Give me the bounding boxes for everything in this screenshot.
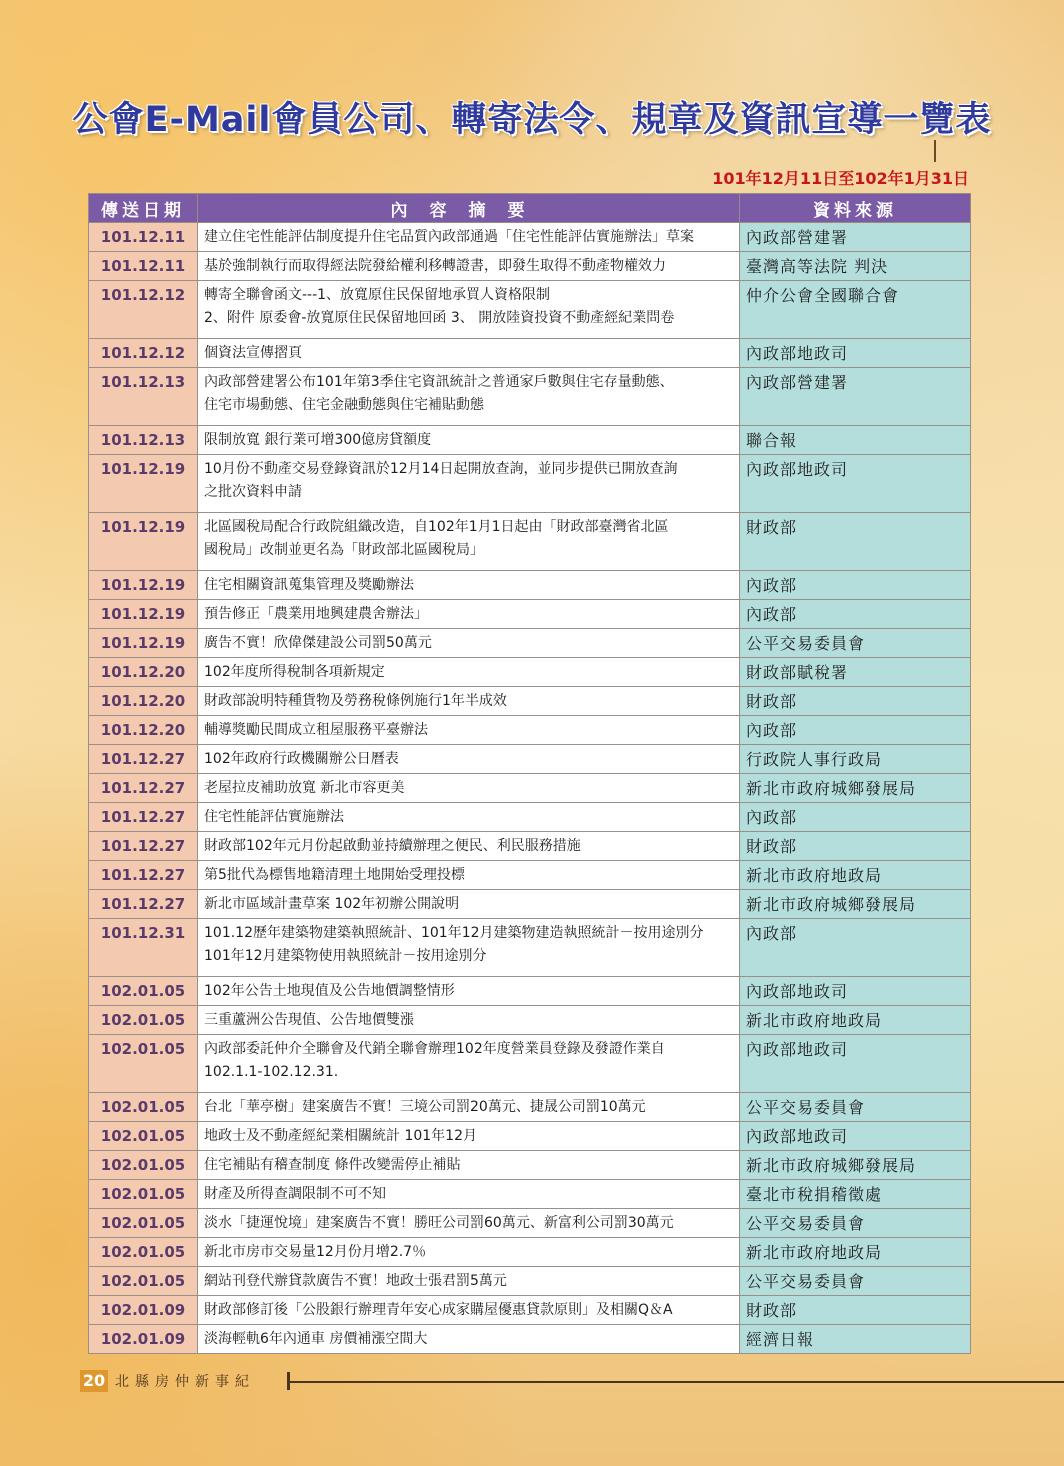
row-source: 仲介公會全國聯合會 [740, 281, 971, 339]
row-date: 102.01.09 [89, 1325, 198, 1354]
row-source: 內政部地政司 [740, 339, 971, 368]
table-row [89, 1296, 971, 1325]
row-summary: 廣告不實！欣偉傑建設公司罰50萬元 [198, 629, 740, 658]
table-row [89, 252, 971, 281]
row-date: 101.12.27 [89, 861, 198, 890]
table-row [89, 1122, 971, 1151]
row-summary: 基於強制執行而取得經法院發給權利移轉證書，即發生取得不動產物權效力 [198, 252, 740, 281]
table-row [89, 1093, 971, 1122]
table-row [89, 832, 971, 861]
row-source: 內政部營建署 [740, 223, 971, 252]
row-date: 101.12.19 [89, 513, 198, 571]
row-summary: 輔導獎勵民間成立租屋服務平臺辦法 [198, 716, 740, 745]
table-row [89, 919, 971, 977]
row-summary: 財政部修訂後「公股銀行辦理青年安心成家購屋優惠貸款原則」及相關Q＆A [198, 1296, 740, 1325]
table-row [89, 513, 971, 571]
table-row [89, 629, 971, 658]
table-row [89, 745, 971, 774]
row-source: 公平交易委員會 [740, 629, 971, 658]
row-summary: 101.12歷年建築物建築執照統計、101年12月建築物建造執照統計－按用途別分 101年12月建築物使用執照統計－按用途別分 [198, 919, 740, 977]
table-row [89, 281, 971, 339]
table-row [89, 890, 971, 919]
table-row [89, 1151, 971, 1180]
table-row [89, 368, 971, 426]
table-row [89, 716, 971, 745]
row-summary: 102年政府行政機關辦公日曆表 [198, 745, 740, 774]
row-date: 102.01.05 [89, 1209, 198, 1238]
row-source: 內政部地政司 [740, 977, 971, 1006]
row-source: 新北市政府城鄉發展局 [740, 1151, 971, 1180]
row-summary: 財產及所得查調限制不可不知 [198, 1180, 740, 1209]
row-source: 臺灣高等法院 判決 [740, 252, 971, 281]
row-date: 102.01.05 [89, 1151, 198, 1180]
row-summary: 10月份不動產交易登錄資訊於12月14日起開放查詢，並同步提供已開放查詢 之批次資料申請 [198, 455, 740, 513]
header-source: 資料來源 [740, 194, 971, 223]
row-date: 101.12.27 [89, 832, 198, 861]
row-source: 臺北市稅捐稽徵處 [740, 1180, 971, 1209]
row-date: 101.12.27 [89, 774, 198, 803]
row-date: 102.01.05 [89, 1180, 198, 1209]
row-date: 101.12.19 [89, 600, 198, 629]
table-row [89, 223, 971, 252]
footer-rule [290, 1381, 1064, 1383]
row-summary: 內政部營建署公布101年第3季住宅資訊統計之普通家戶數與住宅存量動態、 住宅市場動態、住宅金融動態與住宅補貼動態 [198, 368, 740, 426]
table-row [89, 455, 971, 513]
row-source: 內政部地政司 [740, 1122, 971, 1151]
row-date: 101.12.13 [89, 426, 198, 455]
row-date: 101.12.11 [89, 223, 198, 252]
row-summary: 住宅相關資訊蒐集管理及獎勵辦法 [198, 571, 740, 600]
header-summary: 內容摘要 [198, 194, 740, 223]
row-date: 101.12.19 [89, 629, 198, 658]
row-summary: 台北「華亭樹」建案廣告不實！三境公司罰20萬元、捷晟公司罰10萬元 [198, 1093, 740, 1122]
row-date: 101.12.12 [89, 281, 198, 339]
row-summary: 北區國稅局配合行政院組織改造，自102年1月1日起由「財政部臺灣省北區 國稅局」改制並更名為「財政部北區國稅局」 [198, 513, 740, 571]
row-summary: 第5批代為標售地籍清理土地開始受理投標 [198, 861, 740, 890]
row-summary: 新北市區域計畫草案 102年初辦公開說明 [198, 890, 740, 919]
row-summary: 財政部說明特種貨物及勞務稅條例施行1年半成效 [198, 687, 740, 716]
header-date: 傳送日期 [89, 194, 198, 223]
row-source: 內政部地政司 [740, 455, 971, 513]
row-date: 101.12.31 [89, 919, 198, 977]
row-source: 內政部 [740, 600, 971, 629]
table-row [89, 1006, 971, 1035]
row-date: 102.01.05 [89, 1006, 198, 1035]
row-source: 內政部地政司 [740, 1035, 971, 1093]
row-source: 財政部 [740, 1296, 971, 1325]
decorative-divider [934, 140, 936, 162]
row-source: 新北市政府地政局 [740, 861, 971, 890]
row-date: 101.12.12 [89, 339, 198, 368]
row-date: 101.12.20 [89, 687, 198, 716]
row-summary: 淡水「捷運悅境」建案廣告不實！勝旺公司罰60萬元、新富利公司罰30萬元 [198, 1209, 740, 1238]
table-row [89, 1209, 971, 1238]
row-summary: 淡海輕軌6年內通車 房價補漲空間大 [198, 1325, 740, 1354]
row-summary: 個資法宣傳摺頁 [198, 339, 740, 368]
row-date: 102.01.05 [89, 1122, 198, 1151]
table-row [89, 1238, 971, 1267]
table-row [89, 1035, 971, 1093]
row-summary: 新北市房市交易量12月份月增2.7％ [198, 1238, 740, 1267]
table-row [89, 600, 971, 629]
table-row [89, 861, 971, 890]
row-source: 經濟日報 [740, 1325, 971, 1354]
row-summary: 102年度所得稅制各項新規定 [198, 658, 740, 687]
row-source: 內政部 [740, 803, 971, 832]
table-row [89, 658, 971, 687]
row-date: 101.12.20 [89, 658, 198, 687]
table-row [89, 426, 971, 455]
row-date: 101.12.27 [89, 745, 198, 774]
row-source: 行政院人事行政局 [740, 745, 971, 774]
row-source: 財政部 [740, 687, 971, 716]
row-summary: 預告修正「農業用地興建農舍辦法」 [198, 600, 740, 629]
table-row [89, 571, 971, 600]
table-row [89, 339, 971, 368]
table-row [89, 803, 971, 832]
table-row [89, 1180, 971, 1209]
table-row [89, 977, 971, 1006]
row-source: 內政部 [740, 716, 971, 745]
row-source: 內政部 [740, 571, 971, 600]
row-source: 公平交易委員會 [740, 1093, 971, 1122]
row-date: 102.01.05 [89, 1035, 198, 1093]
row-date: 101.12.27 [89, 803, 198, 832]
row-date: 101.12.19 [89, 455, 198, 513]
row-date: 101.12.27 [89, 890, 198, 919]
table-row [89, 687, 971, 716]
row-source: 公平交易委員會 [740, 1267, 971, 1296]
row-summary: 網站刊登代辦貸款廣告不實！地政士張君罰5萬元 [198, 1267, 740, 1296]
row-source: 新北市政府地政局 [740, 1006, 971, 1035]
row-source: 新北市政府地政局 [740, 1238, 971, 1267]
bulletin-table [88, 193, 971, 1354]
publication-name: 北縣房仲新事紀 [115, 1374, 255, 1390]
row-source: 財政部賦稅署 [740, 658, 971, 687]
row-date: 102.01.05 [89, 1093, 198, 1122]
page-number: 20 [80, 1370, 108, 1392]
row-summary: 限制放寬 銀行業可增300億房貸額度 [198, 426, 740, 455]
row-date: 101.12.13 [89, 368, 198, 426]
page-title: 公會E-Mail會員公司、轉寄法令、規章及資訊宣導一覽表 [72, 100, 992, 140]
date-range: 101年12月11日至102年1月31日 [712, 169, 969, 188]
row-summary: 建立住宅性能評估制度提升住宅品質內政部通過「住宅性能評估實施辦法」草案 [198, 223, 740, 252]
row-source: 新北市政府城鄉發展局 [740, 890, 971, 919]
row-date: 102.01.05 [89, 1238, 198, 1267]
row-summary: 102年公告土地現值及公告地價調整情形 [198, 977, 740, 1006]
table-row [89, 1267, 971, 1296]
row-source: 財政部 [740, 513, 971, 571]
row-summary: 三重蘆洲公告現值、公告地價雙漲 [198, 1006, 740, 1035]
row-summary: 財政部102年元月份起啟動並持續辦理之便民、利民服務措施 [198, 832, 740, 861]
row-date: 101.12.20 [89, 716, 198, 745]
row-source: 內政部營建署 [740, 368, 971, 426]
row-date: 102.01.05 [89, 1267, 198, 1296]
table-header-row [89, 194, 971, 223]
row-date: 101.12.19 [89, 571, 198, 600]
row-summary: 老屋拉皮補助放寬 新北市容更美 [198, 774, 740, 803]
row-source: 聯合報 [740, 426, 971, 455]
row-source: 新北市政府城鄉發展局 [740, 774, 971, 803]
table-row [89, 1325, 971, 1354]
row-date: 101.12.11 [89, 252, 198, 281]
row-date: 102.01.09 [89, 1296, 198, 1325]
row-date: 102.01.05 [89, 977, 198, 1006]
row-summary: 住宅補貼有稽查制度 條件改變需停止補貼 [198, 1151, 740, 1180]
row-summary: 住宅性能評估實施辦法 [198, 803, 740, 832]
row-source: 財政部 [740, 832, 971, 861]
row-summary: 轉寄全聯會函文---1、放寬原住民保留地承買人資格限制 2、附件 原委會-放寬原住民保留地回函 3、 開放陸資投資不動產經紀業問卷 [198, 281, 740, 339]
row-source: 內政部 [740, 919, 971, 977]
row-summary: 內政部委託仲介全聯會及代銷全聯會辦理102年度營業員登錄及發證作業自 102.1.1-102.12.31. [198, 1035, 740, 1093]
row-source: 公平交易委員會 [740, 1209, 971, 1238]
table-row [89, 774, 971, 803]
row-summary: 地政士及不動產經紀業相關統計 101年12月 [198, 1122, 740, 1151]
